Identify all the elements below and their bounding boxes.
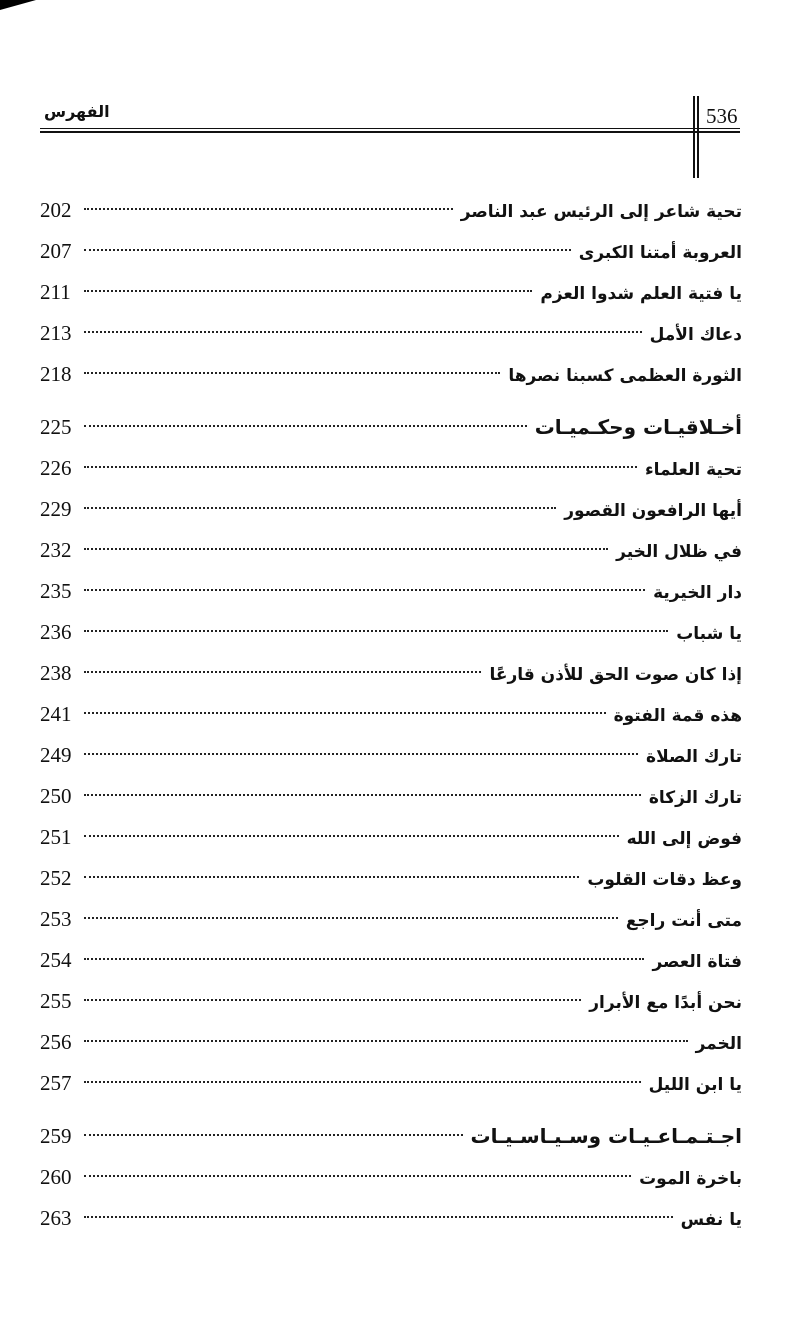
dot-leader [84,249,571,251]
toc-entry-title: تارك الصلاة [646,747,742,767]
toc-entry-title: فتاة العصر [652,952,742,972]
dot-leader [84,630,668,632]
toc-entry-title: الخمر [695,1034,742,1054]
header-title: الفهرس [44,102,110,121]
dot-leader [84,290,532,292]
toc-entry-page: 250 [40,784,72,808]
dot-leader [84,917,618,919]
toc-entry-title: يا شباب [676,624,742,644]
toc-entry [40,231,742,272]
toc-entry-title: دار الخيرية [653,583,742,603]
toc-entry-title: أيها الرافعون القصور [564,501,742,521]
toc-entry-title: في ظلال الخير [616,542,742,562]
toc-entry [40,489,742,530]
toc-entry [40,858,742,899]
dot-leader [84,589,645,591]
toc-entry-title: فوض إلى الله [626,829,742,849]
toc-entry [40,899,742,940]
toc-entry-title: تحية العلماء [644,460,742,480]
toc-entry-page: 229 [40,497,72,521]
dot-leader [84,1081,641,1083]
toc-entry [40,940,742,981]
toc-entry [40,1063,742,1104]
dot-leader [84,671,481,673]
toc-entry-title: دعاك الأمل [649,325,742,345]
toc-section-heading [40,1116,742,1157]
toc-entry-page: 256 [40,1030,72,1054]
toc-entry-page: 225 [40,415,72,439]
dot-leader [84,753,638,755]
toc-entry-title: الثورة العظمى كسبنا نصرها [508,366,742,386]
toc-entry-page: 241 [40,702,72,726]
toc-entry-title: يا نفس [680,1210,742,1230]
dot-leader [84,794,641,796]
header-rule-thick [40,131,740,133]
toc-entry-page: 263 [40,1206,72,1230]
toc-entry-title: متى أنت راجع [625,911,742,931]
dot-leader [84,958,644,960]
toc-entry [40,653,742,694]
toc-entry-page: 226 [40,456,72,480]
toc-entry [40,190,742,231]
dot-leader [84,507,556,509]
toc-entry-title: العروبة أمتنا الكبرى [578,243,742,263]
dot-leader [84,1040,688,1042]
toc-entry-page: 259 [40,1124,72,1148]
toc-entry-page: 211 [40,280,71,304]
toc-entry-page: 202 [40,198,72,222]
toc-entry [40,313,742,354]
toc-entry [40,448,742,489]
toc-entry [40,694,742,735]
toc-entry [40,1157,742,1198]
toc-entry-page: 255 [40,989,72,1013]
toc-entry-title: نحن أبدًا مع الأبرار [589,993,742,1013]
toc-entry-page: 252 [40,866,72,890]
toc-entry-page: 257 [40,1071,72,1095]
toc-entry-page: 249 [40,743,72,767]
toc-entry-title: إذا كان صوت الحق للأذن قارعًا [489,665,742,685]
toc-entry-page: 236 [40,620,72,644]
toc-entry-title: أخـلاقيـات وحكـميـات [534,415,742,439]
header-vertical-bar [693,96,695,178]
dot-leader [84,1216,673,1218]
toc-entry [40,530,742,571]
dot-leader [84,876,579,878]
dot-leader [84,1134,463,1136]
toc-entry-page: 235 [40,579,72,603]
dot-leader [84,208,453,210]
toc-entry-page: 260 [40,1165,72,1189]
table-of-contents [40,190,742,1239]
dot-leader [84,835,619,837]
dot-leader [84,999,581,1001]
toc-entry-title: تارك الزكاة [648,788,742,808]
toc-entry-title: باخرة الموت [639,1169,742,1189]
dot-leader [84,425,527,427]
toc-entry-page: 238 [40,661,72,685]
dot-leader [84,372,500,374]
toc-entry-page: 251 [40,825,72,849]
toc-entry [40,981,742,1022]
toc-entry-title: يا فتية العلم شدوا العزم [540,284,742,304]
header-rule [40,128,740,129]
toc-entry [40,354,742,395]
dot-leader [84,466,637,468]
dot-leader [84,1175,631,1177]
toc-entry [40,776,742,817]
toc-entry [40,735,742,776]
toc-entry-page: 207 [40,239,72,263]
toc-entry [40,1022,742,1063]
toc-entry-page: 254 [40,948,72,972]
toc-section-heading [40,407,742,448]
dot-leader [84,712,606,714]
toc-entry-title: تحية شاعر إلى الرئيس عبد الناصر [460,202,742,222]
toc-entry [40,612,742,653]
header-vertical-bar [697,96,699,178]
toc-entry-title: يا ابن الليل [648,1075,742,1095]
running-header [0,0,788,200]
page-number: 536 [706,104,738,128]
toc-entry-page: 232 [40,538,72,562]
toc-entry-title: هذه قمة الفتوة [613,706,742,726]
toc-entry [40,272,742,313]
toc-entry [40,1198,742,1239]
toc-entry-page: 213 [40,321,72,345]
dot-leader [84,548,608,550]
dot-leader [84,331,642,333]
toc-entry-title: اجـتـمـاعـيـات وسـيـاسـيـات [470,1124,742,1148]
toc-entry-page: 218 [40,362,72,386]
toc-entry-page: 253 [40,907,72,931]
toc-entry [40,571,742,612]
toc-entry [40,817,742,858]
toc-entry-title: وعظ دقات القلوب [587,870,742,890]
